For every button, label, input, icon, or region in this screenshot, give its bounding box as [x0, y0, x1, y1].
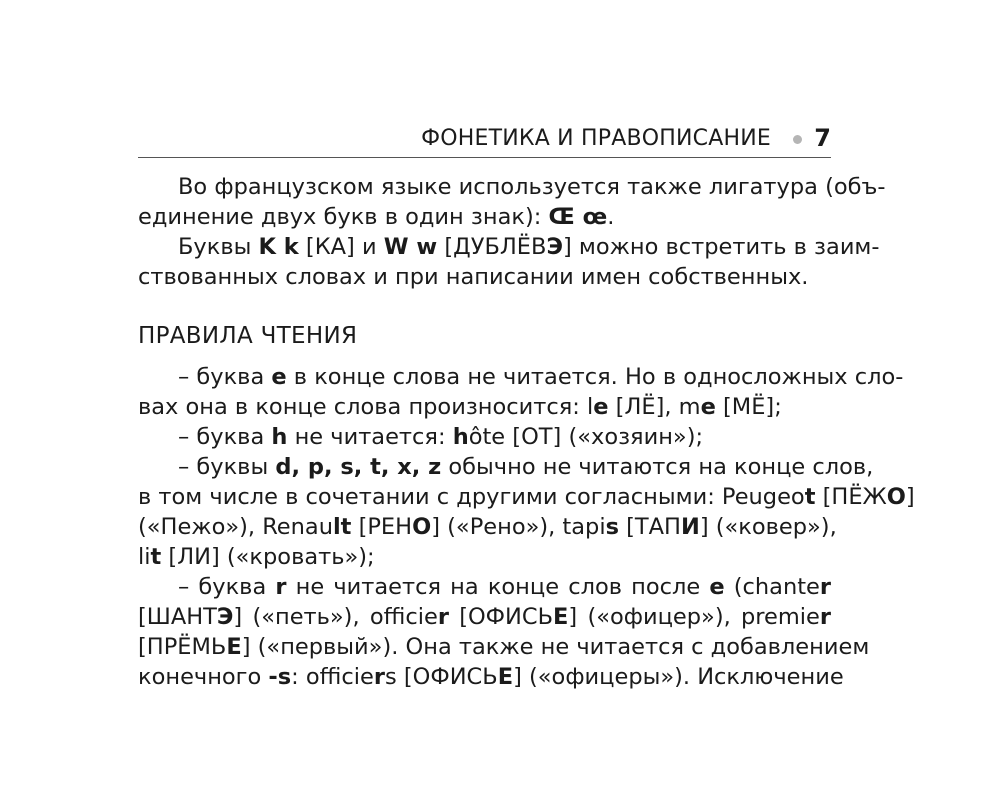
- text-run: ôte [ОТ] («хозяин»);: [468, 424, 704, 450]
- bold-run: e: [593, 394, 609, 420]
- text-run: [ТАП: [618, 514, 681, 540]
- text-run: [МЁ];: [715, 394, 782, 420]
- bold-run: И: [680, 514, 700, 540]
- text-run: li: [138, 544, 151, 570]
- text-line: [138, 202, 831, 232]
- reading-rules: [138, 362, 915, 692]
- text-run: в том числе в сочетании с другими согласными: Peugeo: [138, 484, 805, 510]
- text-line: [138, 602, 831, 632]
- intro-paragraphs: [138, 172, 886, 292]
- text-run: – буква: [178, 364, 272, 390]
- text-run: [КА] и: [298, 234, 384, 260]
- text-line: [138, 362, 904, 392]
- text-run: [ЛИ] («кровать»);: [161, 544, 375, 570]
- bold-run: r: [373, 664, 385, 690]
- bold-run: K k: [258, 234, 299, 260]
- text-line: [138, 422, 831, 452]
- header-rule: [138, 157, 831, 158]
- bold-run: Е: [226, 634, 242, 660]
- text-line: [138, 512, 837, 542]
- page-header: [138, 118, 831, 158]
- bold-run: r: [819, 604, 831, 630]
- text-run: [ПЁЖ: [815, 484, 887, 510]
- text-run: обычно не читаются на конце слов,: [441, 454, 874, 480]
- bold-run: -s: [268, 664, 292, 690]
- bold-run: W w: [383, 234, 438, 260]
- bold-run: Э: [546, 234, 563, 260]
- bold-run: s: [605, 514, 619, 540]
- text-run: ] можно встретить в заим-: [562, 234, 880, 260]
- text-run: («Пежо»), Renau: [138, 514, 333, 540]
- bold-run: Э: [216, 604, 234, 630]
- bold-run: t: [150, 544, 162, 570]
- text-run: [ЛЁ], m: [608, 394, 701, 420]
- text-run: не читается на конце слов после: [286, 574, 710, 600]
- bold-run: h: [271, 424, 288, 450]
- text-line: [138, 262, 831, 292]
- text-run: в конце слова не читается. Но в односложных сло-: [286, 364, 904, 390]
- text-line: [138, 482, 915, 512]
- text-line: [138, 392, 831, 422]
- bold-run: h: [452, 424, 469, 450]
- bold-run: e: [709, 574, 725, 600]
- text-run: вах она в конце слова произносится: l: [138, 394, 594, 420]
- bold-run: r: [819, 574, 832, 600]
- bold-run: Œ œ: [548, 204, 608, 230]
- text-run: ] («офицер»), premie: [568, 604, 820, 630]
- text-run: [ДУБЛЁВ: [437, 234, 547, 260]
- text-run: [ШАНТ: [138, 604, 217, 630]
- text-line: [138, 572, 831, 602]
- text-line: [138, 542, 831, 572]
- bullet-dot-icon: [793, 135, 802, 144]
- section-heading: ПРАВИЛА ЧТЕНИЯ: [138, 323, 358, 349]
- text-run: ]: [905, 484, 915, 510]
- bold-run: Е: [497, 664, 514, 690]
- running-head-title: ФОНЕТИКА И ПРАВОПИСАНИЕ: [421, 126, 771, 151]
- text-run: ] («Рено»), tapi: [431, 514, 606, 540]
- text-line: [138, 452, 874, 482]
- text-run: [ОФИСЬ: [448, 604, 554, 630]
- text-run: единение двух букв в один знак):: [138, 204, 549, 230]
- bold-run: e: [700, 394, 716, 420]
- bold-run: t: [804, 484, 816, 510]
- bold-run: lt: [332, 514, 352, 540]
- text-run: конечного: [138, 664, 269, 690]
- text-run: – буква: [178, 574, 276, 600]
- text-run: ствованных словах и при написании имен собственных.: [138, 264, 809, 290]
- bold-run: О: [886, 484, 906, 510]
- text-run: [РЕН: [351, 514, 413, 540]
- bold-run: О: [412, 514, 432, 540]
- text-line: [138, 662, 844, 692]
- text-run: ] («ковер»),: [699, 514, 837, 540]
- text-line: [138, 232, 880, 262]
- bold-run: Е: [553, 604, 569, 630]
- text-run: (chante: [724, 574, 820, 600]
- page-number: 7: [814, 124, 831, 152]
- bold-run: e: [271, 364, 287, 390]
- text-line: [138, 632, 870, 662]
- text-run: s [ОФИСЬ: [384, 664, 498, 690]
- text-run: .: [607, 204, 615, 230]
- text-run: – буква: [178, 424, 272, 450]
- bold-run: r: [275, 574, 287, 600]
- text-line: [138, 172, 886, 202]
- bold-run: d, p, s, t, x, z: [275, 454, 442, 480]
- text-run: не читается:: [287, 424, 453, 450]
- text-run: Буквы: [178, 234, 259, 260]
- text-run: ] («первый»). Она также не читается с добавлением: [241, 634, 870, 660]
- text-run: – буквы: [178, 454, 276, 480]
- text-run: [ПРЁМЬ: [138, 634, 227, 660]
- text-run: : officie: [291, 664, 374, 690]
- text-run: ] («офицеры»). Исключение: [513, 664, 844, 690]
- text-run: Во французском языке используется также лигатура (объ-: [178, 174, 886, 200]
- text-run: ] («петь»), officie: [233, 604, 438, 630]
- bold-run: r: [437, 604, 449, 630]
